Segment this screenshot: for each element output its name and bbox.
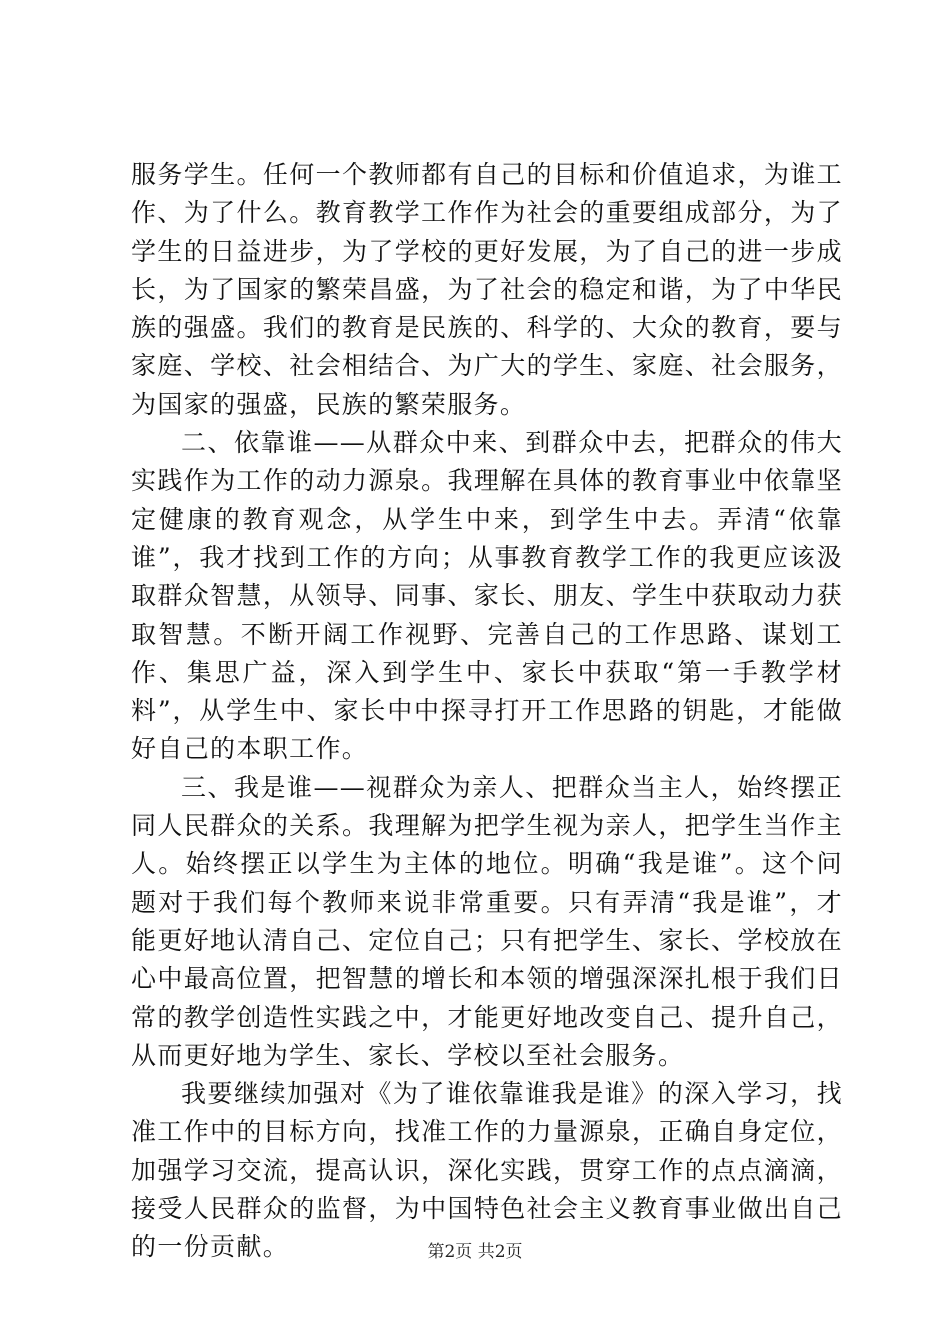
paragraph-section-three: 三、我是谁——视群众为亲人、把群众当主人，始终摆正同人民群众的关系。我理解为把学生视为亲人，把学生当作主人。始终摆正以学生为主体的地位。明确“我是谁”。这个问题对于我们每个教师来说非常重要。只有弄清“我是谁”，才能更好地认清自己、定位自己；只有把学生、家长、学校放在心中最高位置，把智慧的增长和本领的增强深深扎根于我们日常的教学创造性实践之中，才能更好地改变自己、提升自己，从而更好地为学生、家长、学校以至社会服务。 <box>131 772 843 1070</box>
document-body <box>131 156 843 1267</box>
page-number-footer: 第2页 共2页 <box>427 1242 523 1262</box>
paragraph-section-two: 二、依靠谁——从群众中来、到群众中去，把群众的伟大实践作为工作的动力源泉。我理解在具体的教育事业中依靠坚定健康的教育观念，从学生中来，到学生中去。弄清“依靠谁”，我才找到工作的方向；从事教育教学工作的我更应该汲取群众智慧，从领导、同事、家长、朋友、学生中获取动力获取智慧。不断开阔工作视野、完善自己的工作思路、谋划工作、集思广益，深入到学生中、家长中获取“第一手教学材料”，从学生中、家长中中探寻打开工作思路的钥匙，才能做好自己的本职工作。 <box>131 428 843 764</box>
paragraph-continuation: 服务学生。任何一个教师都有自己的目标和价值追求，为谁工作、为了什么。教育教学工作作为社会的重要组成部分，为了学生的日益进步，为了学校的更好发展，为了自己的进一步成长，为了国家的繁荣昌盛，为了社会的稳定和谐，为了中华民族的强盛。我们的教育是民族的、科学的、大众的教育，要与家庭、学校、社会相结合、为广大的学生、家庭、社会服务，为国家的强盛，民族的繁荣服务。 <box>131 160 843 419</box>
paragraph-conclusion: 我要继续加强对《为了谁依靠谁我是谁》的深入学习，找准工作中的目标方向，找准工作的力量源泉，正确自身定位，加强学习交流，提高认识，深化实践，贯穿工作的点点滴滴，接受人民群众的监督，为中国特色社会主义教育事业做出自己的一份贡献。 <box>131 1079 843 1262</box>
